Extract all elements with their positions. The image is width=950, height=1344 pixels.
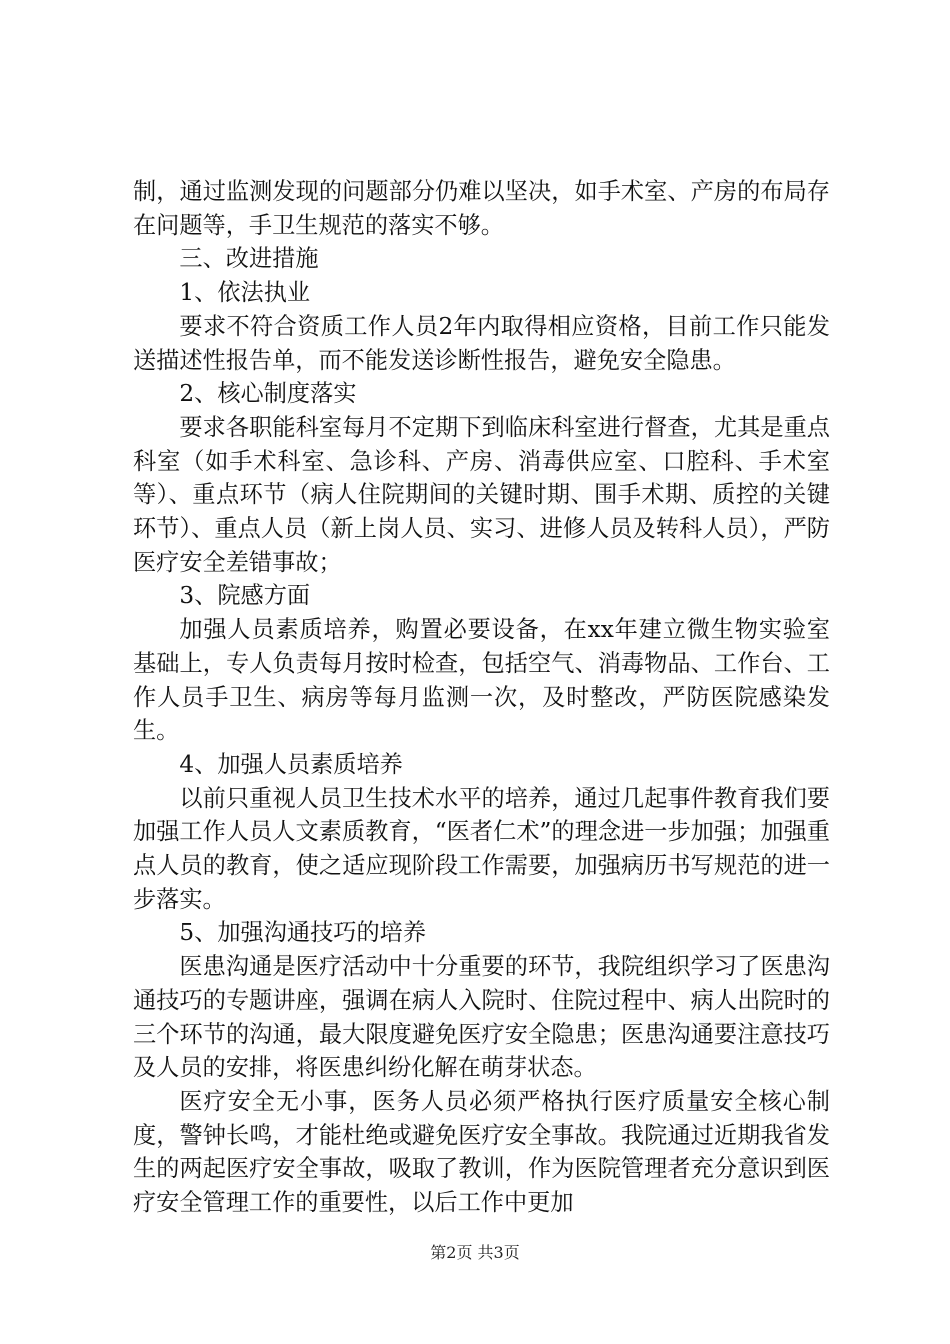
paragraph-lawful-practice: 要求不符合资质工作人员2年内取得相应资格，目前工作只能发送描述性报告单，而不能发送诊断性报告，避免安全隐患。: [133, 312, 830, 374]
section-heading-improvements: 三、改进措施: [179, 245, 319, 273]
subheading-lawful-practice: 1、依法执业: [179, 279, 311, 307]
paragraph-staff-quality: 以前只重视人员卫生技术水平的培养，通过几起事件教育我们要加强工作人员人文素质教育，“医者仁术”的理念进一步加强；加强重点人员的教育，使之适应现阶段工作需要，加强病历书写规范的进一步落实。: [133, 784, 830, 913]
paragraph-continuation: 制，通过监测发现的问题部分仍难以坚决，如手术室、产房的布局存在问题等，手卫生规范的落实不够。: [133, 178, 830, 239]
paragraph-core-system: 要求各职能科室每月不定期下到临床科室进行督查，尤其是重点科室（如手术科室、急诊科、产房、消毒供应室、口腔科、手术室等）、重点环节（病人住院期间的关键时期、围手术期、质控的关键环节）、重点人员（新上岗人员、实习、进修人员及转科人员），严防医疗安全差错事故；: [133, 413, 830, 576]
subheading-staff-quality: 4、加强人员素质培养: [179, 750, 403, 778]
subheading-communication: 5、加强沟通技巧的培养: [179, 919, 427, 947]
page-footer: 第2页 共3页: [430, 1243, 520, 1262]
subheading-infection-control: 3、院感方面: [179, 582, 311, 610]
paragraph-conclusion: 医疗安全无小事，医务人员必须严格执行医疗质量安全核心制度，警钟长鸣，才能杜绝或避免医疗安全事故。我院通过近期我省发生的两起医疗安全事故，吸取了教训，作为医院管理者充分意识到医疗安全管理工作的重要性，以后工作中更加: [133, 1087, 830, 1217]
subheading-core-system: 2、核心制度落实: [179, 380, 357, 408]
paragraph-communication: 医患沟通是医疗活动中十分重要的环节，我院组织学习了医患沟通技巧的专题讲座，强调在病人入院时、住院过程中、病人出院时的三个环节的沟通，最大限度避免医疗安全隐患；医患沟通要注意技巧及人员的安排，将医患纠纷化解在萌芽状态。: [133, 953, 830, 1082]
document-body: [133, 175, 830, 1220]
paragraph-infection-control: 加强人员素质培养，购置必要设备，在xx年建立微生物实验室基础上，专人负责每月按时检查，包括空气、消毒物品、工作台、工作人员手卫生、病房等每月监测一次，及时整改，严防医院感染发生。: [133, 616, 830, 745]
